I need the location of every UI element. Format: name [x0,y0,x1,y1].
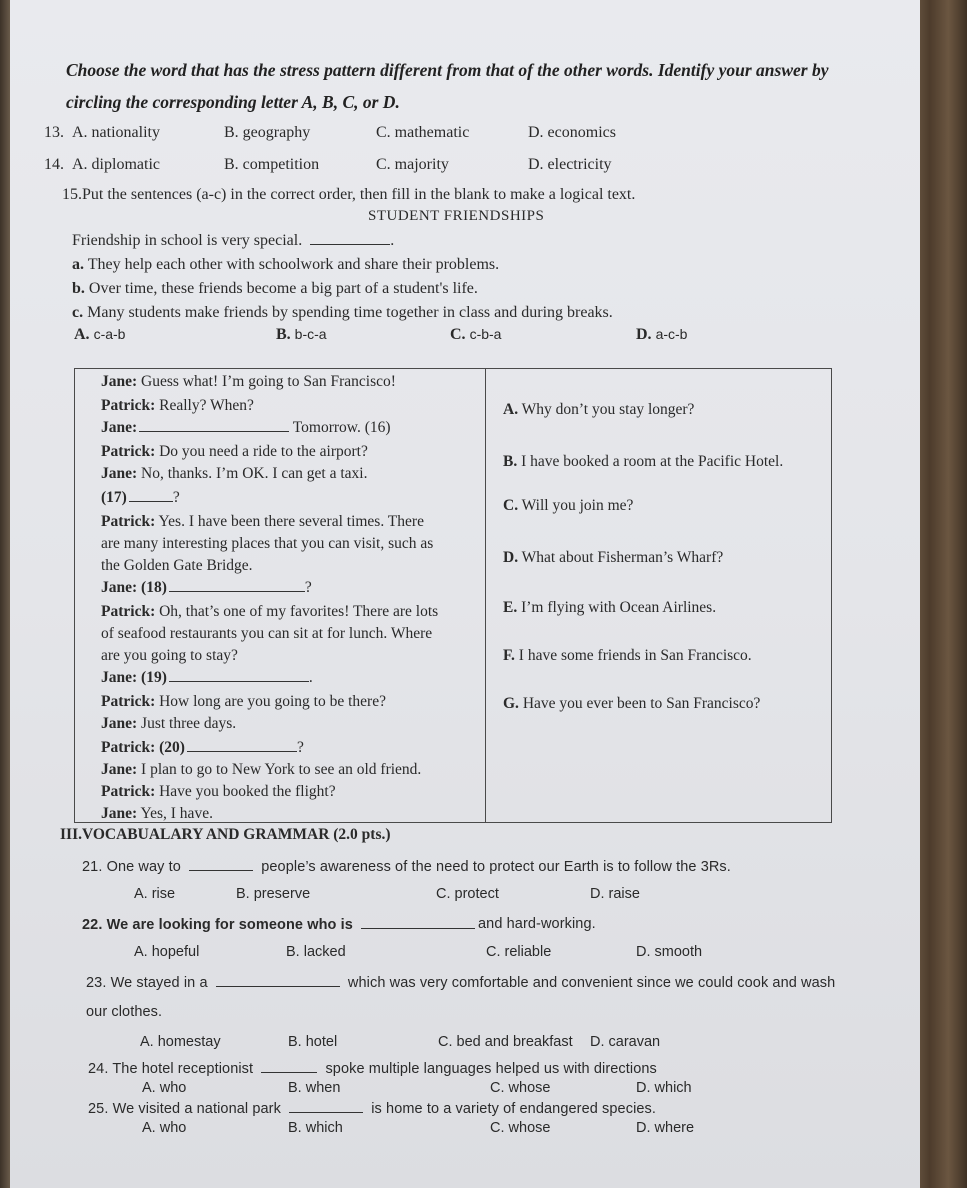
dialogue-line [101,783,336,801]
answer-option[interactable] [503,647,752,665]
dialogue-line [101,557,253,575]
speaker-label: Jane: (19) [101,669,167,686]
q15-option-b[interactable] [276,326,327,344]
answer-option-letter: A. [503,401,519,418]
q15-option-c-letter: C. [450,326,466,343]
dialogue-blank[interactable] [169,579,305,592]
q23-option-d[interactable]: D. caravan [590,1034,661,1050]
q15-option-c-text: c-b-a [469,326,502,342]
answer-option[interactable] [503,497,633,515]
answer-option[interactable] [503,453,783,471]
speaker-label: Patrick: [101,693,156,710]
q23-option-a[interactable]: A. homestay [140,1034,221,1050]
speaker-label: Jane: [101,715,138,732]
answer-option-text: I have booked a room at the Pacific Hotel. [517,453,784,470]
q23-stem-end: which was very comfortable and convenient since we could cook and wash [347,975,836,991]
section-3-heading: III.VOCABUALARY AND GRAMMAR (2.0 pts.) [60,826,391,843]
q22-option-a[interactable]: A. hopeful [134,944,200,960]
speaker-label: Jane: [101,761,138,778]
dialogue-line [101,443,368,461]
q24-option-a[interactable]: A. who [142,1080,187,1096]
question-25 [88,1100,656,1117]
speaker-label: Patrick: [101,603,156,620]
speaker-label: Patrick: [101,513,156,530]
speaker-label: Patrick: [101,443,156,460]
answer-option[interactable] [503,401,694,419]
worksheet-page [10,0,920,1188]
q23-stem-start: 23. We stayed in a [86,975,208,991]
dialogue-text: Really? When? [155,397,254,414]
q25-option-a[interactable]: A. who [142,1120,187,1136]
dialogue-line [101,715,236,733]
dialogue-line [101,761,421,779]
q23-option-c[interactable]: C. bed and breakfast [438,1034,573,1050]
dialogue-text: I plan to go to New York to see an old friend. [137,761,422,778]
dialogue-line [101,603,438,621]
q14-option-b[interactable]: B. competition [224,156,320,173]
q15-option-d-text: a-c-b [655,326,688,342]
answer-option-text: Have you ever been to San Francisco? [518,695,761,712]
q15-sentence-c-letter: c. [72,304,84,321]
speaker-label: Jane: (18) [101,579,167,596]
dialogue-text: No, thanks. I’m OK. I can get a taxi. [137,465,368,482]
q15-sentence-a [72,256,499,274]
dialogue-line [101,739,304,757]
answer-option[interactable] [503,549,723,567]
q22-option-d[interactable]: D. smooth [636,944,703,960]
answer-option-text: Why don’t you stay longer? [518,401,695,418]
dialogue-text: ? [296,739,304,756]
answer-option-letter: E. [503,599,518,616]
dialogue-line [101,669,313,687]
dialogue-column-divider [485,369,486,822]
q21-option-b[interactable]: B. preserve [236,886,311,902]
dialogue-text: Just three days. [137,715,237,732]
dialogue-line [101,489,180,507]
q14-number: 14. [44,156,64,173]
answer-option-text: Will you join me? [518,497,634,514]
answer-option-letter: B. [503,453,518,470]
q24-blank[interactable] [261,1060,317,1073]
dialogue-text: of seafood restaurants you can sit at for lunch. Where [101,625,433,642]
speaker-label: Jane: [101,373,138,390]
q22-blank[interactable] [361,916,475,929]
dialogue-text: are many interesting places that you can visit, such as [101,535,434,552]
answer-option-letter: F. [503,647,515,664]
answer-option-text: What about Fisherman’s Wharf? [518,549,724,566]
q15-option-d[interactable] [636,326,687,344]
q15-option-a-letter: A. [74,326,90,343]
q13-option-d[interactable]: D. economics [528,124,616,141]
q21-blank[interactable] [189,858,253,871]
q22-stem-end: and hard-working. [478,916,596,932]
dialogue-text: Tomorrow. (16) [289,419,391,436]
q21-option-c[interactable]: C. protect [436,886,499,902]
speaker-label: Patrick: [101,783,156,800]
question-21 [82,858,731,875]
q24-option-b[interactable]: B. when [288,1080,341,1096]
answer-option-text: I have some friends in San Francisco. [514,647,752,664]
answer-option-letter: G. [503,695,519,712]
q22-stem-start: 22. We are looking for someone who is [82,917,353,933]
q21-stem-end: people’s awareness of the need to protect our Earth is to follow the 3Rs. [261,859,731,875]
q25-option-c[interactable]: C. whose [490,1120,551,1136]
dialogue-blank[interactable] [129,489,173,502]
q15-sentence-b-letter: b. [72,280,85,297]
q15-sentence-b [72,280,478,298]
dialogue-line [101,535,433,553]
q14-option-d[interactable]: D. electricity [528,156,612,173]
q15-sentence-c-text: Many students make friends by spending time together in class and during breaks. [87,304,613,321]
dialogue-line [101,625,432,643]
dialogue-text: are you going to stay? [101,647,238,664]
q15-option-c[interactable] [450,326,501,344]
dialogue-text: Have you booked the flight? [155,783,336,800]
dialogue-text: ? [172,489,180,506]
dialogue-line [101,373,396,391]
q15-option-a-text: c-a-b [93,326,126,342]
q15-prompt: 15.Put the sentences (a-c) in the correct order, then fill in the blank to make a logical text. [62,186,636,203]
q25-stem-end: is home to a variety of endangered species. [371,1101,657,1117]
answer-option[interactable] [503,695,760,713]
dialogue-line [101,465,367,483]
dialogue-line [101,397,254,415]
q15-title: STUDENT FRIENDSHIPS [368,208,545,224]
q22-option-b[interactable]: B. lacked [286,944,346,960]
dialogue-line [101,693,386,711]
dialogue-line [101,419,391,437]
q15-lead-text: Friendship in school is very special. [72,232,303,249]
q15-lead: Friendship in school is very special. . [72,232,395,249]
q24-option-c[interactable]: C. whose [490,1080,551,1096]
speaker-label: Jane: [101,805,138,822]
dialogue-text: . [308,669,313,686]
dialogue-blank[interactable] [169,669,309,682]
q13-number: 13. [44,124,64,141]
answer-option[interactable] [503,599,716,617]
q22-option-c[interactable]: C. reliable [486,944,552,960]
q25-option-b[interactable]: B. which [288,1120,343,1136]
q13-option-a[interactable]: A. nationality [72,124,160,141]
speaker-label: Patrick: [101,397,156,414]
answer-option-letter: D. [503,549,519,566]
q23-blank[interactable] [216,974,340,987]
answer-option-text: I’m flying with Ocean Airlines. [517,599,717,616]
speaker-label: Jane: [101,465,138,482]
dialogue-text: How long are you going to be there? [155,693,386,710]
q15-option-d-letter: D. [636,326,652,343]
dialogue-text: Yes, I have. [137,805,213,822]
dialogue-table [74,368,832,823]
question-24 [88,1060,657,1077]
q15-sentence-c [72,304,613,322]
q21-stem-start: 21. One way to [82,859,181,875]
answer-option-letter: C. [503,497,519,514]
q23-option-b[interactable]: B. hotel [288,1034,338,1050]
q15-sentence-a-text: They help each other with schoolwork and share their problems. [87,256,500,273]
q25-blank[interactable] [289,1100,363,1113]
dialogue-line [101,579,312,597]
dialogue-line [101,513,424,531]
q21-option-a[interactable]: A. rise [134,886,176,902]
q25-stem-start: 25. We visited a national park [88,1101,281,1117]
q15-sentence-b-text: Over time, these friends become a big part of a student's life. [88,280,478,297]
q24-option-d[interactable]: D. which [636,1080,692,1096]
dialogue-blank[interactable] [139,419,289,432]
dialogue-text: the Golden Gate Bridge. [101,557,253,574]
q24-stem-start: 24. The hotel receptionist [88,1061,254,1077]
q21-option-d[interactable]: D. raise [590,886,640,902]
q23-stem-line2: our clothes. [86,1004,163,1020]
q14-option-c[interactable]: C. majority [376,156,449,173]
q15-blank[interactable] [310,232,390,245]
q15-option-b-letter: B. [276,326,291,343]
speaker-label: (17) [101,489,127,506]
speaker-label: Patrick: (20) [101,739,185,756]
dialogue-text: ? [304,579,312,596]
q25-option-d[interactable]: D. where [636,1120,695,1136]
q15-option-b-text: b-c-a [294,326,327,342]
dialogue-line [101,647,238,665]
dialogue-line [101,805,213,823]
dialogue-blank[interactable] [187,739,297,752]
q14-option-a[interactable]: A. diplomatic [72,156,160,173]
q24-stem-end: spoke multiple languages helped us with directions [325,1061,657,1077]
dialogue-text: Do you need a ride to the airport? [155,443,368,460]
speaker-label: Jane: [101,419,138,436]
dialogue-text: Oh, that’s one of my favorites! There are lots [155,603,439,620]
instruction-line-2: circling the corresponding letter A, B, C, or D. [66,92,400,112]
q15-option-a[interactable] [74,326,125,344]
q15-sentence-a-letter: a. [72,256,84,273]
instruction-line-1: Choose the word that has the stress pattern different from that of the other words. Identify your answer by [66,60,829,80]
q13-option-c[interactable]: C. mathematic [376,124,470,141]
dialogue-text: Yes. I have been there several times. There [155,513,424,530]
q13-option-b[interactable]: B. geography [224,124,311,141]
question-23 [86,974,835,991]
question-22 [82,916,479,933]
dialogue-text: Guess what! I’m going to San Francisco! [137,373,396,390]
